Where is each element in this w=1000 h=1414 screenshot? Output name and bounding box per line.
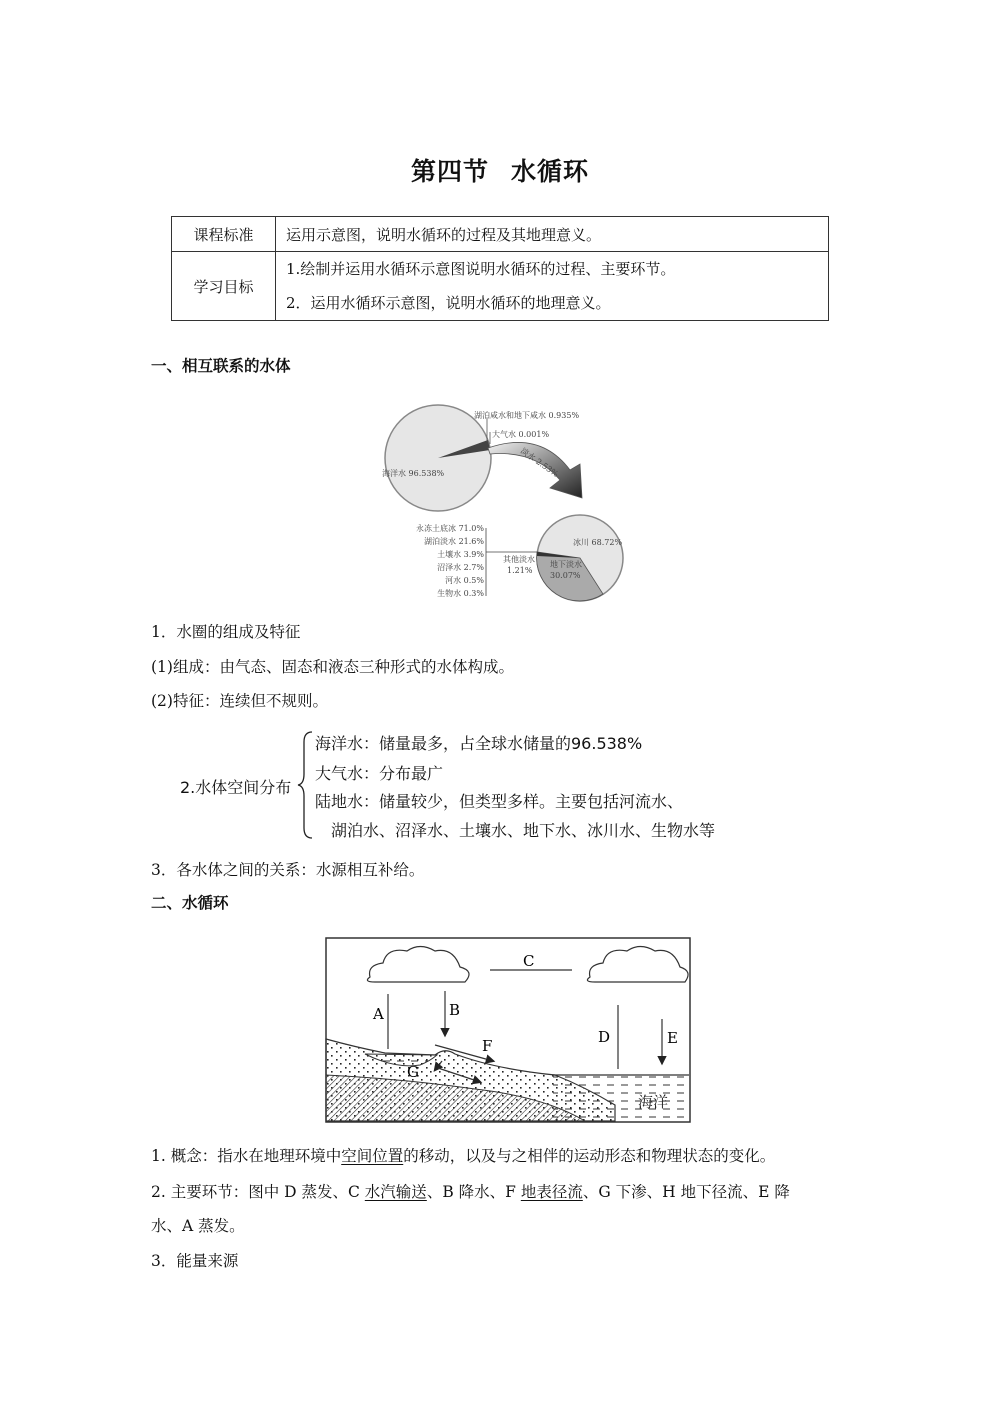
label-A: A bbox=[373, 1005, 384, 1023]
section-heading: 二、水循环 bbox=[151, 894, 229, 912]
underlined-text: 地表径流 bbox=[520, 1183, 583, 1201]
paragraph: (1)组成：由气态、固态和液态三种形式的水体构成。 bbox=[151, 658, 514, 676]
paragraph bbox=[151, 1180, 790, 1202]
water-distribution-figure bbox=[370, 380, 660, 610]
list-item: 土壤水 3.9% bbox=[437, 550, 484, 559]
paragraph bbox=[151, 1144, 775, 1166]
water-cycle-diagram bbox=[325, 937, 691, 1123]
label-C: C bbox=[523, 952, 535, 970]
text: 1. 概念：指水在地理环境中 bbox=[151, 1147, 342, 1165]
list-item: 永冻土底冰 71.0% bbox=[416, 524, 484, 533]
ocean-label: 海洋 bbox=[638, 1093, 669, 1111]
text: 、G 下渗、H 地下径流、E 降 bbox=[582, 1183, 790, 1201]
table-text: 运用示意图，说明水循环的过程及其地理意义。 bbox=[286, 225, 602, 244]
list-item: 生物水 0.3% bbox=[437, 589, 484, 598]
table-text: 1.绘制并运用水循环示意图说明水循环的过程、主要环节。 bbox=[286, 260, 676, 278]
section-heading: 一、相互联系的水体 bbox=[151, 357, 291, 375]
label-E: E bbox=[667, 1029, 678, 1047]
paragraph: 3．各水体之间的关系：水源相互补给。 bbox=[151, 861, 425, 879]
text: 的移动，以及与之相伴的运动形态和物理状态的变化。 bbox=[403, 1147, 776, 1165]
groundwater-value: 30.07% bbox=[550, 571, 581, 580]
label-D: D bbox=[598, 1028, 611, 1046]
glacier-label: 冰川 68.72% bbox=[573, 538, 623, 547]
other-fresh-label: 其他淡水 bbox=[503, 555, 535, 564]
other-fresh-value: 1.21% bbox=[507, 566, 533, 575]
table-row bbox=[172, 217, 829, 252]
paragraph: 水、A 蒸发。 bbox=[151, 1217, 245, 1235]
item-title: 3．能量来源 bbox=[151, 1252, 239, 1270]
underlined-text: 水汽输送 bbox=[364, 1183, 427, 1201]
table-cell bbox=[276, 217, 829, 252]
table-row bbox=[172, 252, 829, 321]
saline-label: 湖泊咸水和地下咸水 0.935% bbox=[474, 411, 580, 420]
label-F: F bbox=[482, 1037, 493, 1055]
page-title bbox=[0, 152, 1000, 188]
goals-table bbox=[171, 216, 829, 321]
table-cell bbox=[276, 252, 829, 321]
freshwater-arrow bbox=[488, 442, 582, 498]
table-text: 2．运用水循环示意图，说明水循环的地理意义。 bbox=[286, 294, 611, 312]
label-B: B bbox=[449, 1001, 461, 1019]
brace-icon bbox=[296, 730, 316, 840]
item-title: 1．水圈的组成及特征 bbox=[151, 623, 301, 641]
paragraph: (2)特征：连续但不规则。 bbox=[151, 692, 328, 710]
brace-line: 陆地水：储量较少，但类型多样。主要包括河流水、 bbox=[315, 792, 684, 811]
table-header-cell: 课程标准 bbox=[172, 217, 276, 252]
label-G: G bbox=[407, 1063, 419, 1081]
groundwater-label: 地下淡水 bbox=[550, 560, 582, 569]
title-section-number: 第四节 bbox=[410, 157, 489, 186]
list-item: 河水 0.5% bbox=[445, 576, 484, 585]
brace-label: 2.水体空间分布 bbox=[180, 778, 292, 797]
text: 2. 主要环节：图中 D 蒸发、C bbox=[151, 1183, 365, 1201]
table-header-cell: 学习目标 bbox=[172, 252, 276, 321]
list-item: 沼泽水 2.7% bbox=[437, 563, 484, 572]
brace-line: 大气水：分布最广 bbox=[315, 764, 444, 783]
ocean-label: 海洋水 96.538% bbox=[382, 469, 445, 478]
arrow-label: 淡水 2.53% bbox=[518, 446, 561, 479]
underlined-text: 空间位置 bbox=[341, 1147, 404, 1165]
other-freshwater-list bbox=[416, 523, 484, 598]
brace-line: 海洋水：储量最多，占全球水储量的96.538% bbox=[315, 734, 643, 753]
title-topic: 水循环 bbox=[511, 157, 590, 186]
text: 、B 降水、F bbox=[426, 1183, 521, 1201]
list-item: 湖泊淡水 21.6% bbox=[424, 537, 484, 546]
brace-line: 湖泊水、沼泽水、土壤水、地下水、冰川水、生物水等 bbox=[331, 821, 716, 840]
atmos-label: 大气水 0.001% bbox=[492, 430, 550, 439]
